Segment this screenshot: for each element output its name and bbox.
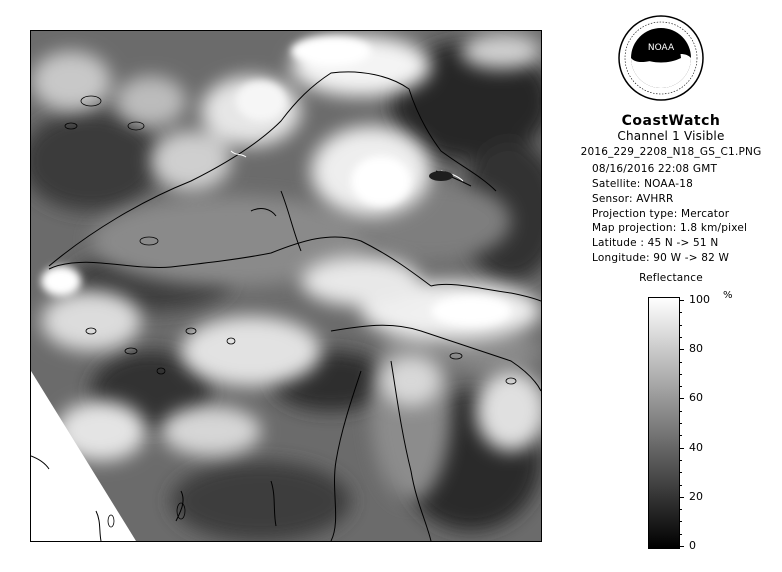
colorbar-minor-tick [680,423,682,424]
colorbar-gradient [648,297,680,549]
colorbar-tick [680,300,684,301]
colorbar-minor-tick [680,509,682,510]
colorbar-minor-tick [680,374,682,375]
colorbar-minor-tick [680,472,682,473]
colorbar-minor-tick [680,521,682,522]
colorbar-minor-tick [680,325,682,326]
colorbar-tick-label: 100 [689,293,710,306]
app-title: CoastWatch [621,113,721,129]
colorbar-tick [680,349,684,350]
colorbar-tick-label: 40 [689,440,703,454]
map-projection-label: Map projection: 1.8 km/pixel [592,222,748,234]
colorbar-tick-label: 20 [689,489,703,503]
colorbar-tick [680,398,684,399]
colorbar-tick [680,546,684,547]
logo-text: NOAA [647,43,675,53]
satellite-label: Satellite: NOAA-18 [592,178,693,190]
colorbar-minor-tick [680,435,682,436]
colorbar-minor-tick [680,337,682,338]
sensor-label: Sensor: AVHRR [592,193,674,205]
colorbar-tick-label: 0 [689,539,696,552]
channel-label: Channel 1 Visible [617,129,725,143]
map-canvas [31,31,541,541]
legend-title: Reflectance [639,272,703,284]
colorbar-tick [680,448,684,449]
satellite-image [30,30,542,542]
colorbar-minor-tick [680,386,682,387]
reflectance-colorbar [648,290,733,552]
colorbar-tick-label: 60 [689,391,703,405]
filename-label: 2016_229_2208_N18_GS_C1.PNG [580,146,762,158]
colorbar-tick-label: 80 [689,342,703,356]
longitude-label: Longitude: 90 W -> 82 W [592,252,730,264]
colorbar-minor-tick [680,485,682,486]
dark-lake-spot [429,171,453,181]
datetime-label: 08/16/2016 22:08 GMT [592,163,718,175]
colorbar-minor-tick [680,460,682,461]
colorbar-minor-tick [680,312,682,313]
colorbar-tick [680,497,684,498]
info-panel [560,0,782,572]
projection-type-label: Projection type: Mercator [592,208,730,220]
legend-unit: % [723,290,733,301]
latitude-label: Latitude : 45 N -> 51 N [592,237,719,249]
noaa-logo-icon [617,14,705,102]
colorbar-minor-tick [680,411,682,412]
colorbar-minor-tick [680,362,682,363]
colorbar-minor-tick [680,534,682,535]
